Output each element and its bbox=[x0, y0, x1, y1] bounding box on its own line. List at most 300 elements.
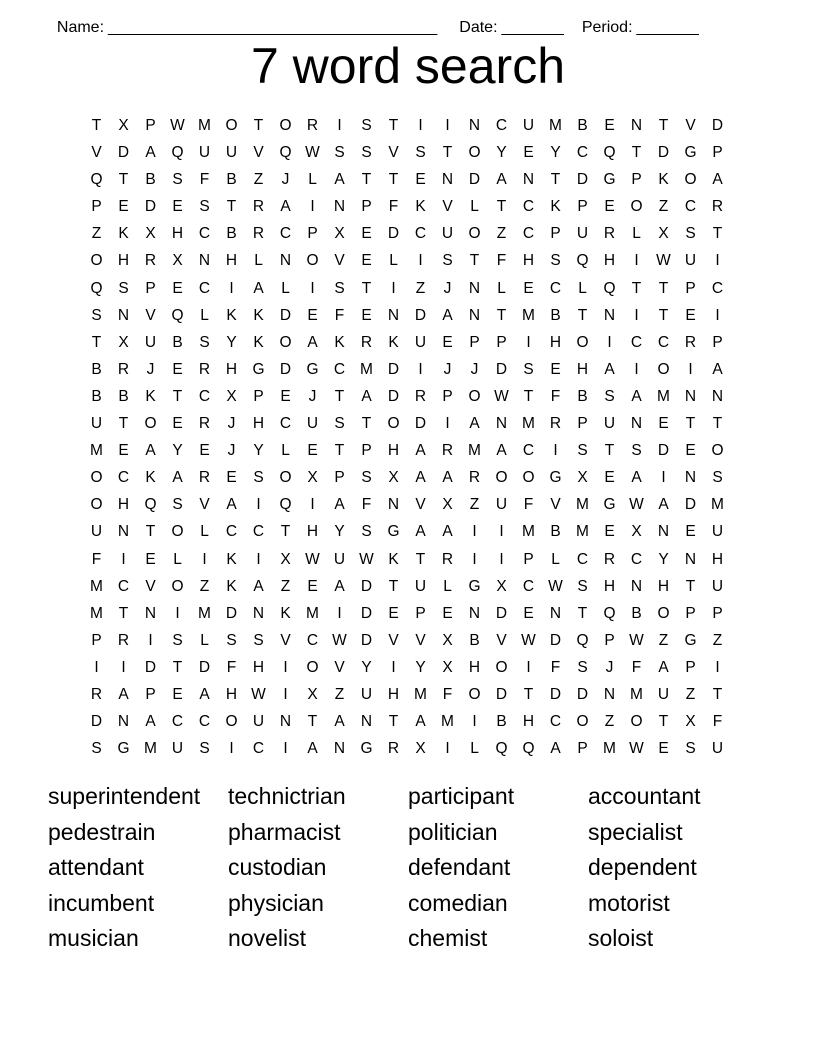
grid-letter[interactable]: I bbox=[283, 740, 288, 758]
grid-letter[interactable]: J bbox=[227, 415, 236, 433]
grid-letter[interactable]: T bbox=[172, 387, 183, 405]
grid-letter[interactable]: C bbox=[522, 198, 535, 216]
grid-letter[interactable]: Y bbox=[658, 550, 669, 568]
grid-letter[interactable]: O bbox=[468, 387, 481, 405]
grid-letter[interactable]: S bbox=[334, 415, 345, 433]
grid-letter[interactable]: A bbox=[145, 713, 156, 731]
grid-letter[interactable]: I bbox=[472, 523, 477, 541]
grid-letter[interactable]: J bbox=[443, 279, 452, 297]
grid-letter[interactable]: Q bbox=[603, 604, 616, 622]
grid-letter[interactable]: L bbox=[632, 225, 641, 243]
grid-letter[interactable]: A bbox=[172, 469, 183, 487]
grid-letter[interactable]: H bbox=[171, 225, 184, 243]
grid-letter[interactable]: X bbox=[118, 333, 129, 351]
grid-letter[interactable]: R bbox=[360, 333, 373, 351]
grid-letter[interactable]: H bbox=[522, 252, 535, 270]
grid-letter[interactable]: N bbox=[468, 604, 481, 622]
grid-letter[interactable]: W bbox=[332, 631, 347, 649]
grid-letter[interactable]: O bbox=[657, 604, 670, 622]
grid-letter[interactable]: C bbox=[549, 713, 562, 731]
grid-letter[interactable]: F bbox=[523, 496, 534, 514]
grid-letter[interactable]: E bbox=[226, 469, 237, 487]
grid-letter[interactable]: N bbox=[441, 171, 454, 189]
grid-letter[interactable]: E bbox=[604, 198, 615, 216]
grid-letter[interactable]: V bbox=[145, 306, 156, 324]
grid-letter[interactable]: W bbox=[494, 387, 509, 405]
grid-letter[interactable]: M bbox=[576, 523, 589, 541]
grid-letter[interactable]: S bbox=[361, 144, 372, 162]
grid-letter[interactable]: U bbox=[360, 685, 373, 703]
grid-letter[interactable]: I bbox=[607, 333, 612, 351]
grid-letter[interactable]: T bbox=[523, 685, 534, 703]
grid-letter[interactable]: D bbox=[495, 685, 508, 703]
grid-letter[interactable]: U bbox=[414, 577, 427, 595]
grid-letter[interactable]: K bbox=[118, 225, 129, 243]
grid-letter[interactable]: U bbox=[522, 117, 535, 134]
grid-letter[interactable]: D bbox=[414, 415, 427, 433]
grid-letter[interactable]: T bbox=[145, 523, 156, 541]
grid-letter[interactable]: N bbox=[117, 713, 130, 731]
grid-letter[interactable]: V bbox=[334, 252, 345, 270]
grid-letter[interactable]: E bbox=[604, 117, 615, 134]
grid-letter[interactable]: S bbox=[631, 442, 642, 460]
grid-letter[interactable]: D bbox=[279, 360, 292, 378]
grid-letter[interactable]: M bbox=[360, 360, 373, 378]
grid-letter[interactable]: N bbox=[387, 306, 400, 324]
grid-letter[interactable]: A bbox=[442, 523, 453, 541]
grid-letter[interactable]: T bbox=[388, 171, 399, 189]
grid-letter[interactable]: T bbox=[577, 604, 588, 622]
grid-letter[interactable]: B bbox=[496, 713, 507, 731]
grid-letter[interactable]: F bbox=[361, 496, 372, 514]
grid-letter[interactable]: P bbox=[712, 333, 723, 351]
grid-letter[interactable]: Z bbox=[712, 631, 723, 649]
grid-letter[interactable]: N bbox=[684, 469, 697, 487]
grid-letter[interactable]: T bbox=[361, 415, 372, 433]
grid-letter[interactable]: V bbox=[415, 496, 426, 514]
grid-letter[interactable]: J bbox=[605, 658, 614, 676]
grid-letter[interactable]: M bbox=[441, 713, 454, 731]
grid-letter[interactable]: N bbox=[333, 198, 346, 216]
grid-letter[interactable]: R bbox=[441, 550, 454, 568]
grid-letter[interactable]: R bbox=[90, 685, 103, 703]
grid-letter[interactable]: T bbox=[604, 442, 615, 460]
grid-letter[interactable]: Z bbox=[280, 577, 291, 595]
grid-letter[interactable]: B bbox=[226, 225, 237, 243]
grid-letter[interactable]: D bbox=[576, 685, 589, 703]
grid-letter[interactable]: S bbox=[685, 740, 696, 758]
grid-letter[interactable]: L bbox=[497, 279, 506, 297]
grid-letter[interactable]: M bbox=[522, 306, 535, 324]
grid-letter[interactable]: C bbox=[198, 225, 211, 243]
grid-letter[interactable]: U bbox=[144, 333, 157, 351]
grid-letter[interactable]: I bbox=[715, 306, 720, 324]
grid-letter[interactable]: D bbox=[360, 631, 373, 649]
grid-letter[interactable]: I bbox=[634, 306, 639, 324]
grid-letter[interactable]: G bbox=[468, 577, 481, 595]
grid-letter[interactable]: T bbox=[172, 658, 183, 676]
period-field[interactable]: _______ bbox=[636, 19, 699, 36]
grid-letter[interactable]: W bbox=[548, 577, 563, 595]
grid-letter[interactable]: O bbox=[495, 658, 508, 676]
grid-letter[interactable]: J bbox=[443, 360, 452, 378]
grid-letter[interactable]: Y bbox=[334, 523, 345, 541]
grid-letter[interactable]: N bbox=[360, 713, 373, 731]
grid-letter[interactable]: T bbox=[253, 117, 264, 134]
grid-letter[interactable]: S bbox=[550, 252, 561, 270]
grid-letter[interactable]: F bbox=[631, 658, 642, 676]
grid-letter[interactable]: U bbox=[495, 496, 508, 514]
grid-letter[interactable]: H bbox=[387, 685, 400, 703]
grid-letter[interactable]: I bbox=[634, 252, 639, 270]
grid-letter[interactable]: N bbox=[468, 117, 481, 134]
grid-letter[interactable]: E bbox=[172, 415, 183, 433]
grid-letter[interactable]: W bbox=[251, 685, 266, 703]
grid-letter[interactable]: E bbox=[523, 144, 534, 162]
grid-letter[interactable]: S bbox=[226, 631, 237, 649]
grid-letter[interactable]: P bbox=[334, 469, 345, 487]
grid-letter[interactable]: A bbox=[496, 171, 507, 189]
grid-letter[interactable]: I bbox=[472, 713, 477, 731]
grid-letter[interactable]: C bbox=[225, 523, 238, 541]
grid-letter[interactable]: V bbox=[388, 144, 399, 162]
grid-letter[interactable]: T bbox=[469, 252, 480, 270]
grid-letter[interactable]: I bbox=[337, 117, 342, 134]
grid-letter[interactable]: R bbox=[441, 442, 454, 460]
grid-letter[interactable]: O bbox=[576, 713, 589, 731]
grid-letter[interactable]: A bbox=[415, 523, 426, 541]
grid-letter[interactable]: H bbox=[657, 577, 670, 595]
grid-letter[interactable]: T bbox=[415, 550, 426, 568]
grid-letter[interactable]: C bbox=[198, 387, 211, 405]
grid-letter[interactable]: M bbox=[576, 496, 589, 514]
grid-letter[interactable]: G bbox=[603, 171, 616, 189]
grid-letter[interactable]: D bbox=[360, 604, 373, 622]
grid-letter[interactable]: Q bbox=[576, 252, 589, 270]
grid-letter[interactable]: I bbox=[256, 550, 261, 568]
grid-letter[interactable]: W bbox=[629, 496, 644, 514]
grid-letter[interactable]: T bbox=[712, 225, 723, 243]
grid-letter[interactable]: T bbox=[442, 144, 453, 162]
grid-letter[interactable]: C bbox=[117, 577, 130, 595]
grid-letter[interactable]: C bbox=[252, 523, 265, 541]
grid-letter[interactable]: A bbox=[658, 658, 669, 676]
grid-letter[interactable]: V bbox=[496, 631, 507, 649]
grid-letter[interactable]: E bbox=[280, 387, 291, 405]
grid-letter[interactable]: I bbox=[229, 740, 234, 758]
grid-letter[interactable]: H bbox=[711, 550, 724, 568]
grid-letter[interactable]: B bbox=[577, 387, 588, 405]
grid-letter[interactable]: T bbox=[658, 713, 669, 731]
grid-letter[interactable]: N bbox=[684, 387, 697, 405]
grid-letter[interactable]: E bbox=[388, 604, 399, 622]
grid-letter[interactable]: P bbox=[577, 198, 588, 216]
grid-letter[interactable]: E bbox=[307, 577, 318, 595]
grid-letter[interactable]: A bbox=[442, 306, 453, 324]
grid-letter[interactable]: B bbox=[226, 171, 237, 189]
grid-letter[interactable]: F bbox=[199, 171, 210, 189]
grid-letter[interactable]: I bbox=[94, 658, 99, 676]
grid-letter[interactable]: W bbox=[656, 252, 671, 270]
grid-letter[interactable]: V bbox=[550, 496, 561, 514]
grid-letter[interactable]: A bbox=[631, 387, 642, 405]
grid-letter[interactable]: V bbox=[253, 144, 264, 162]
grid-letter[interactable]: U bbox=[306, 415, 319, 433]
grid-letter[interactable]: T bbox=[334, 387, 345, 405]
grid-letter[interactable]: M bbox=[198, 117, 211, 134]
grid-letter[interactable]: T bbox=[388, 117, 399, 134]
grid-letter[interactable]: I bbox=[229, 279, 234, 297]
grid-letter[interactable]: R bbox=[198, 360, 211, 378]
grid-letter[interactable]: T bbox=[631, 279, 642, 297]
grid-letter[interactable]: H bbox=[522, 713, 535, 731]
grid-letter[interactable]: K bbox=[145, 387, 156, 405]
grid-letter[interactable]: G bbox=[117, 740, 130, 758]
grid-letter[interactable]: J bbox=[470, 360, 479, 378]
grid-letter[interactable]: M bbox=[90, 442, 103, 460]
grid-letter[interactable]: E bbox=[442, 604, 453, 622]
grid-letter[interactable]: L bbox=[200, 306, 209, 324]
grid-letter[interactable]: Y bbox=[550, 144, 561, 162]
grid-letter[interactable]: I bbox=[526, 333, 531, 351]
grid-letter[interactable]: E bbox=[523, 604, 534, 622]
grid-letter[interactable]: M bbox=[711, 496, 724, 514]
grid-letter[interactable]: R bbox=[252, 198, 265, 216]
grid-letter[interactable]: X bbox=[442, 658, 453, 676]
grid-letter[interactable]: U bbox=[90, 415, 103, 433]
grid-letter[interactable]: R bbox=[387, 740, 400, 758]
grid-letter[interactable]: U bbox=[711, 523, 724, 541]
grid-letter[interactable]: Y bbox=[361, 658, 372, 676]
grid-letter[interactable]: T bbox=[361, 279, 372, 297]
grid-letter[interactable]: O bbox=[711, 442, 724, 460]
grid-letter[interactable]: X bbox=[496, 577, 507, 595]
grid-letter[interactable]: A bbox=[496, 442, 507, 460]
grid-letter[interactable]: L bbox=[389, 252, 398, 270]
grid-letter[interactable]: U bbox=[684, 252, 697, 270]
grid-letter[interactable]: I bbox=[283, 685, 288, 703]
grid-letter[interactable]: I bbox=[661, 469, 666, 487]
grid-letter[interactable]: M bbox=[414, 685, 427, 703]
grid-letter[interactable]: G bbox=[306, 360, 319, 378]
grid-letter[interactable]: K bbox=[253, 333, 264, 351]
grid-letter[interactable]: O bbox=[306, 658, 319, 676]
grid-letter[interactable]: Q bbox=[603, 279, 616, 297]
grid-letter[interactable]: N bbox=[117, 306, 130, 324]
grid-letter[interactable]: H bbox=[576, 360, 589, 378]
grid-letter[interactable]: T bbox=[280, 523, 291, 541]
grid-letter[interactable]: S bbox=[199, 198, 210, 216]
grid-letter[interactable]: U bbox=[225, 144, 238, 162]
grid-letter[interactable]: V bbox=[685, 117, 696, 134]
grid-letter[interactable]: E bbox=[172, 685, 183, 703]
grid-letter[interactable]: L bbox=[470, 198, 479, 216]
grid-letter[interactable]: I bbox=[337, 604, 342, 622]
grid-letter[interactable]: P bbox=[604, 631, 615, 649]
grid-letter[interactable]: A bbox=[145, 144, 156, 162]
grid-letter[interactable]: A bbox=[307, 740, 318, 758]
grid-letter[interactable]: B bbox=[118, 387, 129, 405]
grid-letter[interactable]: Y bbox=[226, 333, 237, 351]
grid-letter[interactable]: S bbox=[199, 740, 210, 758]
grid-letter[interactable]: R bbox=[306, 117, 319, 134]
grid-letter[interactable]: K bbox=[226, 306, 237, 324]
grid-letter[interactable]: V bbox=[334, 658, 345, 676]
grid-letter[interactable]: Q bbox=[603, 144, 616, 162]
grid-letter[interactable]: N bbox=[144, 604, 157, 622]
name-field[interactable]: _____________________________________ bbox=[108, 19, 438, 36]
grid-letter[interactable]: S bbox=[91, 306, 102, 324]
grid-letter[interactable]: Q bbox=[90, 279, 103, 297]
grid-letter[interactable]: D bbox=[360, 577, 373, 595]
grid-letter[interactable]: C bbox=[414, 225, 427, 243]
grid-letter[interactable]: S bbox=[199, 333, 210, 351]
grid-letter[interactable]: N bbox=[549, 604, 562, 622]
grid-letter[interactable]: X bbox=[685, 713, 696, 731]
grid-letter[interactable]: Q bbox=[90, 171, 103, 189]
grid-letter[interactable]: S bbox=[172, 496, 183, 514]
grid-letter[interactable]: P bbox=[523, 550, 534, 568]
grid-letter[interactable]: C bbox=[117, 469, 130, 487]
grid-letter[interactable]: V bbox=[199, 496, 210, 514]
grid-letter[interactable]: P bbox=[469, 333, 480, 351]
grid-letter[interactable]: K bbox=[334, 333, 345, 351]
grid-letter[interactable]: X bbox=[118, 117, 129, 134]
grid-letter[interactable]: X bbox=[442, 496, 453, 514]
grid-letter[interactable]: S bbox=[577, 442, 588, 460]
grid-letter[interactable]: E bbox=[145, 550, 156, 568]
grid-letter[interactable]: L bbox=[470, 740, 479, 758]
grid-letter[interactable]: O bbox=[225, 713, 238, 731]
grid-letter[interactable]: P bbox=[145, 279, 156, 297]
grid-letter[interactable]: I bbox=[175, 604, 180, 622]
grid-letter[interactable]: B bbox=[577, 117, 588, 134]
grid-letter[interactable]: N bbox=[630, 577, 643, 595]
grid-letter[interactable]: P bbox=[442, 387, 453, 405]
grid-letter[interactable]: C bbox=[198, 713, 211, 731]
grid-letter[interactable]: H bbox=[387, 442, 400, 460]
grid-letter[interactable]: D bbox=[549, 631, 562, 649]
grid-letter[interactable]: M bbox=[522, 415, 535, 433]
grid-letter[interactable]: O bbox=[468, 144, 481, 162]
grid-letter[interactable]: L bbox=[551, 550, 560, 568]
grid-letter[interactable]: E bbox=[307, 442, 318, 460]
grid-letter[interactable]: R bbox=[198, 415, 211, 433]
grid-letter[interactable]: V bbox=[280, 631, 291, 649]
grid-letter[interactable]: U bbox=[711, 577, 724, 595]
grid-letter[interactable]: O bbox=[468, 225, 481, 243]
grid-letter[interactable]: U bbox=[333, 550, 346, 568]
grid-letter[interactable]: Z bbox=[334, 685, 345, 703]
grid-letter[interactable]: C bbox=[630, 550, 643, 568]
grid-letter[interactable]: O bbox=[657, 360, 670, 378]
grid-letter[interactable]: M bbox=[549, 117, 562, 134]
grid-letter[interactable]: B bbox=[172, 333, 183, 351]
grid-letter[interactable]: R bbox=[252, 225, 265, 243]
grid-letter[interactable]: A bbox=[253, 279, 264, 297]
grid-letter[interactable]: A bbox=[199, 685, 210, 703]
grid-letter[interactable]: H bbox=[117, 496, 130, 514]
grid-letter[interactable]: W bbox=[629, 631, 644, 649]
grid-letter[interactable]: E bbox=[658, 415, 669, 433]
grid-letter[interactable]: I bbox=[688, 360, 693, 378]
grid-letter[interactable]: R bbox=[117, 360, 130, 378]
grid-letter[interactable]: X bbox=[307, 685, 318, 703]
grid-letter[interactable]: H bbox=[225, 252, 238, 270]
grid-letter[interactable]: O bbox=[630, 198, 643, 216]
grid-letter[interactable]: U bbox=[603, 415, 616, 433]
grid-letter[interactable]: R bbox=[603, 550, 616, 568]
grid-letter[interactable]: S bbox=[172, 631, 183, 649]
grid-letter[interactable]: S bbox=[334, 279, 345, 297]
grid-letter[interactable]: B bbox=[469, 631, 480, 649]
grid-letter[interactable]: T bbox=[388, 577, 399, 595]
grid-letter[interactable]: C bbox=[522, 577, 535, 595]
grid-letter[interactable]: N bbox=[333, 740, 346, 758]
grid-letter[interactable]: T bbox=[685, 415, 696, 433]
grid-letter[interactable]: T bbox=[226, 198, 237, 216]
grid-letter[interactable]: M bbox=[630, 685, 643, 703]
grid-letter[interactable]: N bbox=[495, 415, 508, 433]
grid-letter[interactable]: P bbox=[253, 387, 264, 405]
grid-letter[interactable]: Y bbox=[496, 144, 507, 162]
grid-letter[interactable]: L bbox=[173, 550, 182, 568]
grid-letter[interactable]: N bbox=[387, 496, 400, 514]
grid-letter[interactable]: T bbox=[118, 604, 129, 622]
grid-letter[interactable]: D bbox=[117, 144, 130, 162]
grid-letter[interactable]: J bbox=[281, 171, 290, 189]
grid-letter[interactable]: M bbox=[144, 740, 157, 758]
grid-letter[interactable]: V bbox=[415, 631, 426, 649]
grid-letter[interactable]: F bbox=[550, 387, 561, 405]
grid-letter[interactable]: Q bbox=[144, 496, 157, 514]
grid-letter[interactable]: R bbox=[684, 333, 697, 351]
grid-letter[interactable]: T bbox=[361, 171, 372, 189]
grid-letter[interactable]: S bbox=[361, 523, 372, 541]
grid-letter[interactable]: G bbox=[684, 144, 697, 162]
grid-letter[interactable]: Y bbox=[253, 442, 264, 460]
grid-letter[interactable]: U bbox=[252, 713, 265, 731]
grid-letter[interactable]: X bbox=[577, 469, 588, 487]
grid-letter[interactable]: N bbox=[522, 171, 535, 189]
grid-letter[interactable]: D bbox=[90, 713, 103, 731]
grid-letter[interactable]: D bbox=[657, 144, 670, 162]
grid-letter[interactable]: E bbox=[199, 442, 210, 460]
grid-letter[interactable]: R bbox=[144, 252, 157, 270]
grid-letter[interactable]: C bbox=[522, 225, 535, 243]
grid-letter[interactable]: U bbox=[414, 333, 427, 351]
grid-letter[interactable]: O bbox=[225, 117, 238, 134]
grid-letter[interactable]: V bbox=[91, 144, 102, 162]
grid-letter[interactable]: O bbox=[630, 713, 643, 731]
grid-letter[interactable]: B bbox=[550, 306, 561, 324]
grid-letter[interactable]: H bbox=[603, 252, 616, 270]
grid-letter[interactable]: I bbox=[310, 496, 315, 514]
grid-letter[interactable]: C bbox=[252, 740, 265, 758]
grid-letter[interactable]: X bbox=[334, 225, 345, 243]
grid-letter[interactable]: E bbox=[361, 252, 372, 270]
grid-letter[interactable]: I bbox=[121, 550, 126, 568]
grid-letter[interactable]: P bbox=[91, 631, 102, 649]
grid-letter[interactable]: M bbox=[468, 442, 481, 460]
grid-letter[interactable]: O bbox=[576, 333, 589, 351]
grid-letter[interactable]: T bbox=[91, 333, 102, 351]
grid-letter[interactable]: O bbox=[522, 469, 535, 487]
grid-letter[interactable]: U bbox=[657, 685, 670, 703]
date-field[interactable]: _______ bbox=[501, 19, 564, 36]
grid-letter[interactable]: T bbox=[118, 171, 129, 189]
grid-letter[interactable]: I bbox=[445, 117, 450, 134]
